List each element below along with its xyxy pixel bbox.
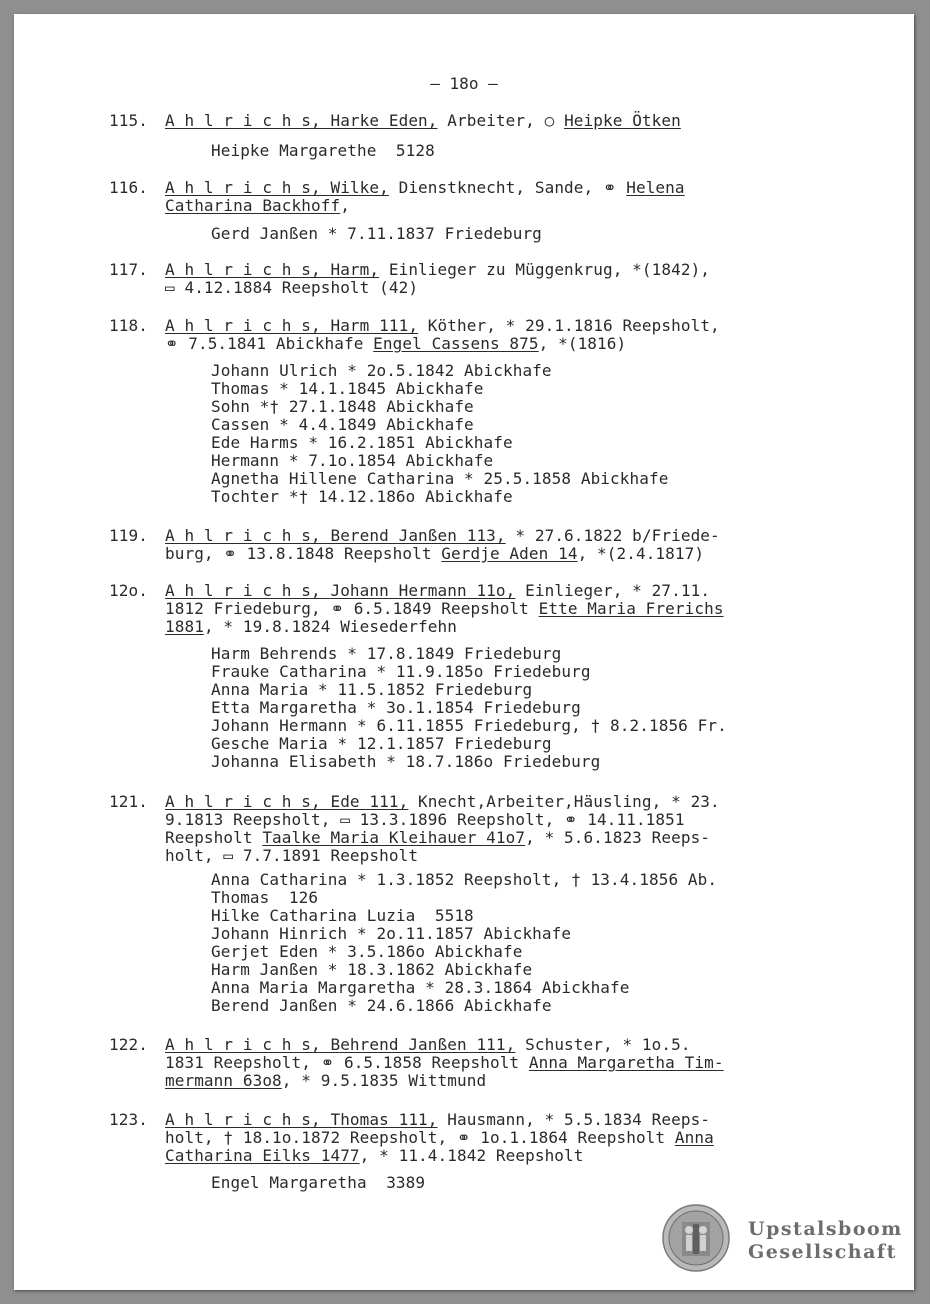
entry-line: [109, 527, 809, 545]
entry: [109, 261, 809, 297]
entry-line: [109, 1147, 809, 1165]
entry-number: 116.: [109, 178, 148, 197]
entry-line: [109, 261, 809, 279]
entry-text: holt, ▭ 7.7.1891 Reepsholt: [165, 846, 419, 865]
entry-text: Knecht,Arbeiter,Häusling, * 23.: [408, 792, 720, 811]
entry: [109, 317, 809, 353]
child-entry: Heipke Margarethe 5128: [211, 141, 435, 160]
underlined-name: A h l r i c h s, Wilke,: [165, 178, 389, 197]
entry-line: [109, 1054, 809, 1072]
entry: [109, 793, 809, 865]
society-brand: [748, 1218, 903, 1264]
underlined-name: 1881: [165, 617, 204, 636]
underlined-name: A h l r i c h s, Behrend Janßen 111,: [165, 1035, 516, 1054]
child-entry: Johann Ulrich * 2o.5.1842 Abickhafe: [211, 361, 552, 380]
entry-number: 117.: [109, 260, 148, 279]
entry-text: Einlieger, * 27.11.: [515, 581, 711, 600]
child-entry: Gerjet Eden * 3.5.186o Abickhafe: [211, 942, 523, 961]
underlined-name: Anna Margaretha Tim-: [528, 1053, 724, 1072]
society-seal-logo: [662, 1204, 730, 1272]
child-entry: Anna Catharina * 1.3.1852 Reepsholt, † 13.4.1856 Ab.: [211, 870, 718, 889]
entry-text: Reepsholt: [165, 828, 263, 847]
underlined-name: Gerdje Aden 14: [441, 544, 578, 563]
entry-line: [109, 847, 809, 865]
child-entry: Johann Hinrich * 2o.11.1857 Abickhafe: [211, 924, 572, 943]
child-entry: Gesche Maria * 12.1.1857 Friedeburg: [211, 734, 552, 753]
entry-line: [109, 829, 809, 847]
entry-text: ⚭ 7.5.1841 Abickhafe: [165, 334, 374, 353]
child-entry: Berend Janßen * 24.6.1866 Abickhafe: [211, 996, 552, 1015]
child-entry: Harm Behrends * 17.8.1849 Friedeburg: [211, 644, 562, 663]
entry-line: [109, 1072, 809, 1090]
underlined-name: Taalke Maria Kleihauer 41o7: [262, 828, 526, 847]
children-list: [211, 362, 851, 506]
entry-text: Köther, * 29.1.1816 Reepsholt,: [418, 316, 720, 335]
child-entry: Harm Janßen * 18.3.1862 Abickhafe: [211, 960, 533, 979]
entry-number: 123.: [109, 1110, 148, 1129]
entry-line: [109, 317, 809, 335]
entry-number: 12o.: [109, 581, 148, 600]
entry-number: 118.: [109, 316, 148, 335]
entry-text: Hausmann, * 5.5.1834 Reeps-: [437, 1110, 711, 1129]
entry-text: holt, † 18.1o.1872 Reepsholt, ⚭ 1o.1.1864 Reepsholt: [165, 1128, 675, 1147]
underlined-name: A h l r i c h s, Ede 111,: [165, 792, 409, 811]
underlined-name: mermann 63o8: [165, 1071, 282, 1090]
entry-number: 121.: [109, 792, 148, 811]
underlined-name: Ette Maria Frerichs: [538, 599, 724, 618]
entry-line: [109, 545, 809, 563]
entry-line: [109, 1111, 809, 1129]
entry-text: , * 11.4.1842 Reepsholt: [359, 1146, 584, 1165]
entry-text: Schuster, * 1o.5.: [515, 1035, 691, 1054]
underlined-name: Catharina Backhoff: [165, 196, 341, 215]
child-entry: Engel Margaretha 3389: [211, 1173, 426, 1192]
child-entry: Cassen * 4.4.1849 Abickhafe: [211, 415, 474, 434]
children-list: [211, 225, 851, 243]
underlined-name: A h l r i c h s, Harke Eden,: [165, 111, 438, 130]
child-entry: Gerd Janßen * 7.11.1837 Friedeburg: [211, 224, 542, 243]
child-entry: Anna Maria Margaretha * 28.3.1864 Abickhafe: [211, 978, 630, 997]
underlined-name: A h l r i c h s, Harm,: [165, 260, 380, 279]
entry-line: [109, 279, 809, 297]
child-entry: Hilke Catharina Luzia 5518: [211, 906, 474, 925]
entry-text: , *(2.4.1817): [577, 544, 705, 563]
entry-text: 1812 Friedeburg, ⚭ 6.5.1849 Reepsholt: [165, 599, 539, 618]
underlined-name: A h l r i c h s, Thomas 111,: [165, 1110, 438, 1129]
entry-line: [109, 811, 809, 829]
page-number: – 18o –: [430, 74, 498, 93]
document-page: [14, 14, 914, 1290]
entry-text: , * 19.8.1824 Wiesederfehn: [203, 617, 457, 636]
entry: [109, 1111, 809, 1165]
underlined-name: Engel Cassens 875: [373, 334, 539, 353]
child-entry: Agnetha Hillene Catharina * 25.5.1858 Abickhafe: [211, 469, 669, 488]
entry-line: [109, 335, 809, 353]
children-list: [211, 645, 851, 771]
entry-text: 9.1813 Reepsholt, ▭ 13.3.1896 Reepsholt, ⚭ 14.11.1851: [165, 810, 685, 829]
children-list: [211, 142, 851, 160]
child-entry: Thomas * 14.1.1845 Abickhafe: [211, 379, 484, 398]
entry: [109, 1036, 809, 1090]
entry-text: * 27.6.1822 b/Friede-: [505, 526, 720, 545]
entry-text: Einlieger zu Müggenkrug, *(1842),: [379, 260, 711, 279]
brand-line-1: Upstalsboom: [748, 1218, 903, 1240]
underlined-name: A h l r i c h s, Johann Hermann 11o,: [165, 581, 516, 600]
child-entry: Anna Maria * 11.5.1852 Friedeburg: [211, 680, 533, 699]
entry-line: [109, 1036, 809, 1054]
entry: [109, 527, 809, 563]
underlined-name: A h l r i c h s, Berend Janßen 113,: [165, 526, 506, 545]
entry-text: , * 5.6.1823 Reeps-: [525, 828, 711, 847]
child-entry: Johanna Elisabeth * 18.7.186o Friedeburg: [211, 752, 601, 771]
child-entry: Thomas 126: [211, 888, 319, 907]
entry: [109, 179, 809, 215]
child-entry: Frauke Catharina * 11.9.185o Friedeburg: [211, 662, 591, 681]
entry-text: Arbeiter, ○: [437, 111, 565, 130]
brand-line-2: Gesellschaft: [748, 1241, 897, 1263]
entry-line: [109, 793, 809, 811]
entry-text: ▭ 4.12.1884 Reepsholt (42): [165, 278, 419, 297]
underlined-name: Anna: [674, 1128, 714, 1147]
entry-number: 122.: [109, 1035, 148, 1054]
entry-line: [109, 618, 809, 636]
underlined-name: A h l r i c h s, Harm 111,: [165, 316, 419, 335]
underlined-name: Helena: [626, 178, 685, 197]
entry-text: 1831 Reepsholt, ⚭ 6.5.1858 Reepsholt: [165, 1053, 529, 1072]
entry-number: 119.: [109, 526, 148, 545]
child-entry: Ede Harms * 16.2.1851 Abickhafe: [211, 433, 513, 452]
entry-line: [109, 112, 809, 130]
child-entry: Johann Hermann * 6.11.1855 Friedeburg, † 8.2.1856 Fr.: [211, 716, 727, 735]
entry-text: burg, ⚭ 13.8.1848 Reepsholt: [165, 544, 442, 563]
entry-line: [109, 179, 809, 197]
entry-text: , * 9.5.1835 Wittmund: [281, 1071, 487, 1090]
underlined-name: Heipke Ötken: [564, 111, 681, 130]
entry: [109, 112, 809, 130]
child-entry: Etta Margaretha * 3o.1.1854 Friedeburg: [211, 698, 581, 717]
entry-number: 115.: [109, 111, 148, 130]
children-list: [211, 1174, 851, 1192]
child-entry: Tochter *† 14.12.186o Abickhafe: [211, 487, 513, 506]
entry-line: [109, 197, 809, 215]
entry-line: [109, 582, 809, 600]
child-entry: Sohn *† 27.1.1848 Abickhafe: [211, 397, 474, 416]
entry-text: Dienstknecht, Sande, ⚭: [388, 178, 627, 197]
underlined-name: Catharina Eilks 1477: [165, 1146, 360, 1165]
entry-line: [109, 1129, 809, 1147]
entry-line: [109, 600, 809, 618]
entry-text: , *(1816): [538, 334, 627, 353]
entry: [109, 582, 809, 636]
entry-text: ,: [340, 196, 350, 215]
child-entry: Hermann * 7.1o.1854 Abickhafe: [211, 451, 494, 470]
children-list: [211, 871, 851, 1015]
